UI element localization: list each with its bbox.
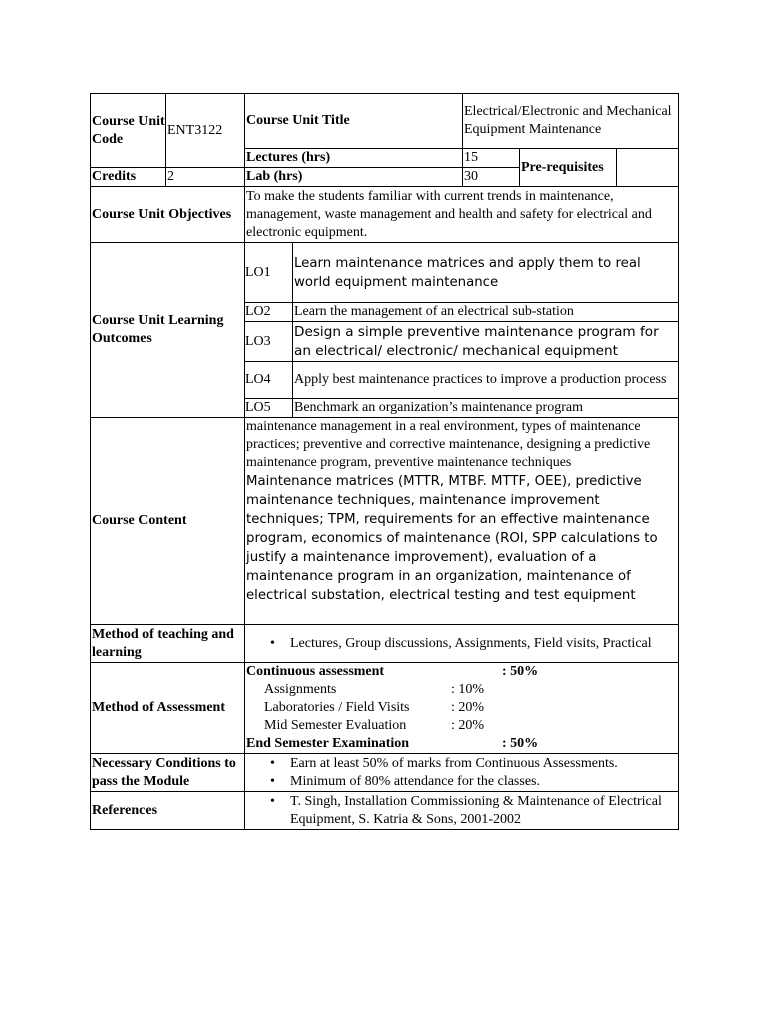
- continuous-label: Continuous assessment: [246, 664, 385, 679]
- objectives-text: To make the students familiar with current trends in maintenance, management, waste management and health and safety for electrical and electronic equipment.: [245, 187, 679, 243]
- lab-value: 30: [463, 168, 520, 187]
- component-name: Assignments: [264, 682, 337, 697]
- references-label: References: [91, 792, 245, 830]
- outcome-text: Design a simple preventive maintenance program for an electrical/ electronic/ mechanical equipment: [293, 322, 679, 362]
- prerequisites-value: [617, 149, 679, 187]
- teaching-cell: [245, 625, 679, 663]
- credits-label: Credits: [91, 168, 166, 187]
- assessment-component: [246, 699, 678, 717]
- row-content: [91, 418, 679, 625]
- component-name: Mid Semester Evaluation: [264, 718, 407, 733]
- credits-value: 2: [166, 168, 245, 187]
- continuous-assessment-row: [246, 663, 678, 681]
- unit-title-value: Electrical/Electronic and Mechanical Equipment Maintenance: [463, 94, 679, 149]
- list-item: • Lectures, Group discussions, Assignments, Field visits, Practical: [290, 635, 678, 653]
- component-value: : 10%: [451, 682, 485, 697]
- content-text-part2: Maintenance matrices (MTTR, MTBF. MTTF, OEE), predictive maintenance techniques, maintenance improvement techniques; TPM, requirements for an effective maintenance program, economics of maintenance (ROI, SPP calculations to justify a maintenance improvement), evaluation of a maintenance program in an organization, maintenance of electrical substation, electrical testing and test equipment: [246, 474, 658, 603]
- outcomes-label: Course Unit Learning Outcomes: [91, 243, 245, 418]
- conditions-label: Necessary Conditions to pass the Module: [91, 754, 245, 792]
- list-item: • Earn at least 50% of marks from Continuous Assessments.: [290, 755, 678, 773]
- component-name: Laboratories / Field Visits: [264, 700, 410, 715]
- end-exam-label: End Semester Examination: [246, 736, 410, 751]
- end-exam-row: [246, 735, 678, 753]
- outcome-text: Benchmark an organization’s maintenance program: [293, 399, 679, 418]
- references-list: [246, 793, 678, 829]
- content-label: Course Content: [91, 418, 245, 625]
- teaching-list: [246, 635, 678, 653]
- list-item: • T. Singh, Installation Commissioning & Maintenance of Electrical Equipment, S. Katria & Sons, 2001-2002: [290, 793, 678, 829]
- row-references: [91, 792, 679, 830]
- conditions-list: [246, 755, 678, 791]
- end-exam-value: : 50%: [502, 736, 539, 751]
- outcome-code: LO5: [245, 399, 293, 418]
- continuous-value: : 50%: [502, 664, 539, 679]
- row-conditions: [91, 754, 679, 792]
- unit-code-value: ENT3122: [166, 94, 245, 168]
- list-item: • Minimum of 80% attendance for the classes.: [290, 773, 678, 791]
- lectures-value: 15: [463, 149, 520, 168]
- conditions-cell: [245, 754, 679, 792]
- lab-label: Lab (hrs): [245, 168, 463, 187]
- unit-code-label: Course Unit Code: [91, 94, 166, 168]
- objectives-label: Course Unit Objectives: [91, 187, 245, 243]
- prerequisites-label: Pre-requisites: [520, 149, 617, 187]
- component-value: : 20%: [451, 718, 485, 733]
- outcome-text: Apply best maintenance practices to improve a production process: [293, 362, 679, 399]
- assessment-component: [246, 717, 678, 735]
- course-spec-table: [90, 93, 679, 830]
- teaching-label: Method of teaching and learning: [91, 625, 245, 663]
- outcome-code: LO4: [245, 362, 293, 399]
- outcome-row: [91, 243, 679, 303]
- content-cell: [245, 418, 679, 625]
- assessment-cell: [245, 663, 679, 754]
- outcome-code: LO2: [245, 303, 293, 322]
- outcome-code: LO1: [245, 243, 293, 303]
- outcome-text: Learn maintenance matrices and apply them to real world equipment maintenance: [293, 243, 679, 303]
- row-teaching: [91, 625, 679, 663]
- assessment-component: [246, 681, 678, 699]
- row-objectives: [91, 187, 679, 243]
- unit-title-label: Course Unit Title: [245, 94, 463, 149]
- references-cell: [245, 792, 679, 830]
- component-value: : 20%: [451, 700, 485, 715]
- outcome-code: LO3: [245, 322, 293, 362]
- assessment-label: Method of Assessment: [91, 663, 245, 754]
- row-assessment: [91, 663, 679, 754]
- lectures-label: Lectures (hrs): [245, 149, 463, 168]
- outcome-text: Learn the management of an electrical sub-station: [293, 303, 679, 322]
- row-unit: [91, 94, 679, 149]
- content-text-part1: maintenance management in a real environment, types of maintenance practices; preventive and corrective maintenance, designing a predictive maintenance program, preventive maintenance techniques: [246, 419, 651, 470]
